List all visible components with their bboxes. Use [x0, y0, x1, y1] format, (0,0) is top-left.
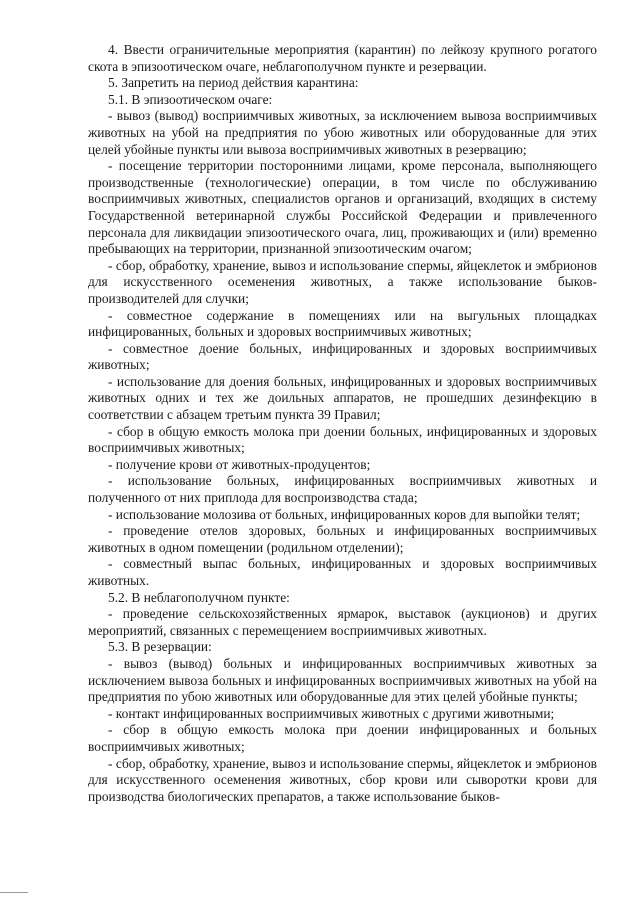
paragraph: - сбор в общую емкость молока при доении больных, инфицированных и здоровых восприимчивых животных; — [88, 423, 597, 456]
paragraph: - использование больных, инфицированных восприимчивых животных и полученного от них приплода для воспроизводства стада; — [88, 473, 597, 506]
paragraph: - сбор, обработку, хранение, вывоз и использование спермы, яйцеклеток и эмбрионов для искусственного осеменения животных, сбор крови или сыворотки крови для производства биологических препаратов, а также использование быков- — [88, 755, 597, 804]
paragraph: - вывоз (вывод) больных и инфицированных восприимчивых животных за исключением вывоза больных и инфицированных восприимчивых животных на убой на предприятия по убою животных или оборудованные для этих целей убойные пункты; — [88, 655, 597, 705]
paragraph: - использование молозива от больных, инфицированных коров для выпойки телят; — [108, 506, 581, 522]
section-heading: 5.3. В резервации: — [108, 639, 212, 655]
paragraph: - совместный выпас больных, инфицированных и здоровых восприимчивых животных. — [88, 556, 597, 588]
section-heading: 5. Запретить на период действия карантина: — [108, 75, 359, 91]
paragraph: - использование для доения больных, инфицированных и здоровых восприимчивых животных одних и тех же доильных аппаратов, не прошедших дезинфекцию в соответствии с абзацем третьим пункта 39 Правил; — [88, 373, 597, 423]
paragraph: - получение крови от животных-продуцентов; — [108, 456, 371, 472]
paragraph: - сбор в общую емкость молока при доении инфицированных и больных восприимчивых животных; — [88, 722, 597, 754]
document-body — [88, 42, 597, 805]
paragraph: - проведение отелов здоровых, больных и инфицированных восприимчивых животных в одном помещении (родильном отделении); — [88, 523, 597, 555]
scan-edge-mark — [0, 892, 28, 893]
section-heading: 5.1. В эпизоотическом очаге: — [108, 91, 273, 107]
paragraph: - проведение сельскохозяйственных ярмарок, выставок (аукционов) и других мероприятий, связанных с перемещением восприимчивых животных. — [88, 606, 597, 638]
section-heading: 5.2. В неблагополучном пункте: — [108, 589, 290, 605]
paragraph: 4. Ввести ограничительные мероприятия (карантин) по лейкозу крупного рогатого скота в эпизоотическом очаге, неблагополучном пункте и резервации. — [88, 42, 597, 74]
paragraph: - посещение территории посторонними лицами, кроме персонала, выполняющего производственные (технологические) операции, в том числе по обслуживанию восприимчивых животных, специалистов органов и организаций, входящих в систему Государственной ветеринарной службы Российской Федерации и привлеченного персонала для ликвидации эпизоотического очага, лиц, проживающих и (или) временно пребывающих на территории, признанной эпизоотическим очагом; — [88, 158, 597, 257]
paragraph: - контакт инфицированных восприимчивых животных с другими животными; — [108, 705, 555, 721]
paragraph: - совместное доение больных, инфицированных и здоровых восприимчивых животных; — [88, 340, 597, 373]
paragraph: - сбор, обработку, хранение, вывоз и использование спермы, яйцеклеток и эмбрионов для искусственного осеменения животных, а также использование быков-производителей для случки; — [88, 257, 597, 306]
paragraph: - совместное содержание в помещениях или на выгульных площадках инфицированных, больных и здоровых восприимчивых животных; — [88, 307, 597, 340]
paragraph: - вывоз (вывод) восприимчивых животных, за исключением вывоза восприимчивых животных на убой на предприятия по убою животных или оборудованные для этих целей убойные пункты или вывоза восприимчивых животных в резервацию; — [88, 108, 597, 157]
